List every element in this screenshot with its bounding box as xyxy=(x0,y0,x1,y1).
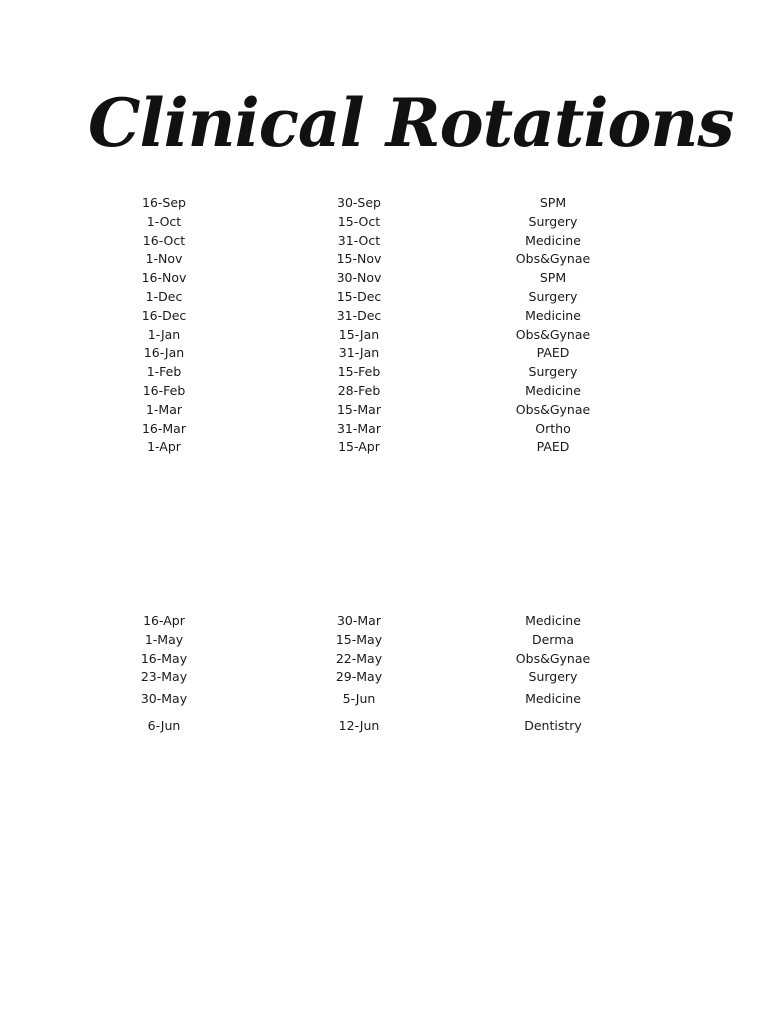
start-date: 1-Nov xyxy=(145,251,183,267)
end-date: 5-Jun xyxy=(342,691,376,707)
start-date: 1-Jan xyxy=(147,326,181,342)
rotation-schedule-table-2 xyxy=(0,612,768,736)
table-row xyxy=(0,668,768,687)
start-date: 16-Dec xyxy=(141,307,187,323)
rotation-name: Obs&Gynae xyxy=(515,326,591,342)
rotation-name: Obs&Gynae xyxy=(515,251,591,267)
start-date: 16-May xyxy=(140,650,188,666)
rotation-schedule-table-1 xyxy=(0,194,768,457)
end-date: 12-Jun xyxy=(338,717,380,733)
start-date: 1-Dec xyxy=(145,288,183,304)
table-row xyxy=(0,382,768,401)
table-row xyxy=(0,194,768,213)
table-row xyxy=(0,401,768,420)
end-date: 29-May xyxy=(335,669,383,685)
start-date: 23-May xyxy=(140,669,188,685)
rotation-name: Dentistry xyxy=(524,717,582,733)
rotation-name: Derma xyxy=(531,631,575,647)
rotation-name: Medicine xyxy=(525,232,581,248)
start-date: 16-Nov xyxy=(141,270,187,286)
end-date: 15-Dec xyxy=(336,288,382,304)
start-date: 30-May xyxy=(140,691,188,707)
table-row xyxy=(0,438,768,457)
start-date: 16-Oct xyxy=(142,232,186,248)
rotation-name: Obs&Gynae xyxy=(515,401,591,417)
end-date: 22-May xyxy=(335,650,383,666)
rotation-name: Obs&Gynae xyxy=(515,650,591,666)
end-date: 31-Mar xyxy=(336,420,381,436)
end-date: 15-Feb xyxy=(337,364,381,380)
end-date: 15-Apr xyxy=(338,439,380,455)
table-row xyxy=(0,363,768,382)
start-date: 1-Mar xyxy=(145,401,183,417)
rotation-name: PAED xyxy=(536,345,570,361)
end-date: 30-Nov xyxy=(336,270,382,286)
rotation-name: Medicine xyxy=(525,307,581,323)
end-date: 31-Jan xyxy=(338,345,380,361)
table-row xyxy=(0,213,768,232)
start-date: 1-Apr xyxy=(147,439,181,455)
rotation-name: Surgery xyxy=(528,669,578,685)
end-date: 15-May xyxy=(335,631,383,647)
table-row xyxy=(0,344,768,363)
rotation-name: SPM xyxy=(539,270,567,286)
start-date: 16-Apr xyxy=(143,613,185,628)
start-date: 1-Feb xyxy=(146,364,182,380)
start-date: 16-Sep xyxy=(142,195,186,210)
rotation-name: Surgery xyxy=(528,364,578,380)
start-date: 16-Jan xyxy=(143,345,185,361)
end-date: 15-Nov xyxy=(336,251,382,267)
table-row xyxy=(0,717,768,736)
start-date: 1-May xyxy=(144,631,184,647)
rotation-name: Surgery xyxy=(528,213,578,229)
end-date: 15-Mar xyxy=(336,401,381,417)
rotation-name: PAED xyxy=(536,439,570,455)
rotation-name: SPM xyxy=(539,195,567,210)
table-row xyxy=(0,612,768,631)
table-row xyxy=(0,326,768,345)
rotation-name: Medicine xyxy=(525,691,581,707)
rotation-name: Surgery xyxy=(528,288,578,304)
table-row xyxy=(0,288,768,307)
rotation-name: Medicine xyxy=(525,613,581,628)
table-row xyxy=(0,420,768,439)
end-date: 30-Mar xyxy=(336,613,381,628)
end-date: 31-Dec xyxy=(336,307,382,323)
page-title: Clinical Rotations xyxy=(88,84,734,162)
start-date: 16-Mar xyxy=(141,420,186,436)
rotation-name: Ortho xyxy=(535,420,571,436)
end-date: 28-Feb xyxy=(337,382,381,398)
table-row xyxy=(0,269,768,288)
table-row xyxy=(0,650,768,669)
end-date: 15-Jan xyxy=(338,326,380,342)
start-date: 16-Feb xyxy=(142,382,186,398)
table-row xyxy=(0,690,768,709)
table-row xyxy=(0,250,768,269)
end-date: 30-Sep xyxy=(337,195,381,210)
start-date: 1-Oct xyxy=(146,213,182,229)
rotation-name: Medicine xyxy=(525,382,581,398)
table-row xyxy=(0,631,768,650)
start-date: 6-Jun xyxy=(147,717,181,733)
table-row xyxy=(0,307,768,326)
end-date: 31-Oct xyxy=(337,232,381,248)
table-row xyxy=(0,232,768,251)
end-date: 15-Oct xyxy=(337,213,381,229)
